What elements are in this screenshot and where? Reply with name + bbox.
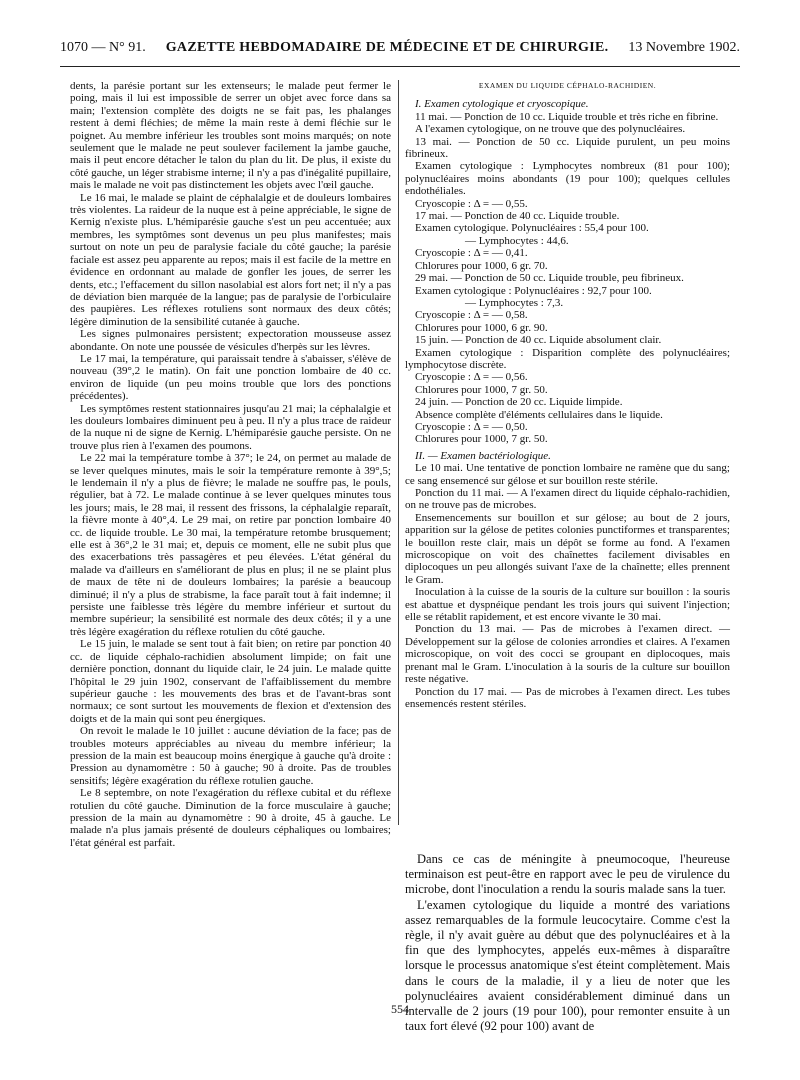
paragraph: Le 16 mai, le malade se plaint de céphalalgie et de douleurs lombaires très violentes. La raideur de la nuque est à peine appréciable, le signe de Kernig n'existe plus. L'hémiparésie gauche s'est un peu accentuée; aux membres, les symptômes sont devenus un peu plus manifestes; mais surtout on note un peu de paralysie faciale du côté gauche; la parésie faciale est assez peu apparente au repos; mais il est facile de la mettre en évidence en ordonnant au malade de gonfler les joues, de serrer les dents, etc.; l'effacement du sillon nasolabial est alors fort net; il n'y a pas de déviation bien marquée de la langue; pas de paralysie de l'orbiculaire des paupières. Les réflexes rotuliens sont normaux des deux côtés; légère diminution de la sensibilité cutanée à gauche.: [70, 191, 391, 328]
exam-line: A l'examen cytologique, on ne trouve que des polynucléaires.: [415, 123, 686, 136]
exam-line: Chlorures pour 1000, 6 gr. 90.: [415, 321, 548, 334]
exam-line: Ensemencements sur bouillon et sur gélose; au bout de 2 jours, apparition sur la gélose de petites colonies punctiformes et transparentes; le bouillon reste clair, mais un dépôt se forme au fond. A l'examen microscopique on voit des chaînettes facilement divisables en diplocoques un peu allongés suivant l'axe de la chaînette; elles prennent le Gram.: [405, 511, 730, 586]
paragraph: Le 8 septembre, on note l'exagération du réflexe cubital et du réflexe rotulien du côté gauche. Diminution de la force musculaire à gauche; pression de la main au dynamomètre : 90 à droite, 45 à gauche. Le malade n'a plus jamais présenté de douleurs céphaliques ou lombaires; l'état général est parfait.: [70, 787, 391, 849]
section-heading: EXAMEN DU LIQUIDE CÉPHALO-RACHIDIEN.: [478, 81, 657, 90]
paragraph: Les symptômes restent stationnaires jusqu'au 21 mai; la céphalalgie et les douleurs lombaires diminuent peu à peu. Il n'y a plus trace de raideur de la nuque ni de signe de Kernig. L'hémiparésie gauche persiste. On ne trouve plus rien à l'examen des poumons.: [70, 402, 391, 452]
paragraph: Les signes pulmonaires persistent; expectoration mousseuse assez abondante. On note une poussée de vésicules d'herpès sur les lèvres.: [70, 328, 391, 353]
exam-line: 13 mai. — Ponction de 50 cc. Liquide purulent, un peu moins fibrineux.: [405, 135, 730, 161]
issue-date: 13 Novembre 1902.: [628, 40, 740, 55]
subsection-title: II. — Examen bactériologique.: [415, 449, 551, 462]
exam-line: Examen cytologique : Disparition complète des polynucléaires; lymphocytose discrète.: [405, 346, 730, 371]
exam-line: Examen cytologique : Polynucléaires : 92,7 pour 100.: [415, 284, 652, 297]
exam-line: Ponction du 11 mai. — A l'examen direct du liquide céphalo-rachidien, on ne trouve pas de microbes.: [405, 487, 730, 512]
exam-line: — Lymphocytes : 44,6.: [465, 234, 569, 247]
exam-line: 17 mai. — Ponction de 40 cc. Liquide trouble.: [415, 210, 620, 223]
running-header: [60, 40, 740, 67]
exam-line: Cryoscopie : Δ = — 0,58.: [415, 309, 528, 322]
exam-line: Cryoscopie : Δ = — 0,55.: [415, 197, 528, 210]
paragraph: Le 22 mai la température tombe à 37°; le 24, on permet au malade de se lever quelques minutes, mais le soir la température remonte à 39°,5; le lendemain il n'y a plus de fièvre; le malade ne souffre pas, le pouls, régulier, bat à 72. Le malade continue à se lever quelques minutes tous les jours; mais, le 28 mai, il ressent des frissons, la céphalalgie reparaît, la fièvre monte à 40°,4. Le 29 mai, on retire par ponction lombaire 40 cc. de liquide trouble. Le 30 mai, la température retombe brusquement; elle est à 36°,2 le 31 mai; et, depuis ce moment, elle ne subit plus que des exacerbations très passagères et peu élevées. L'état général du malade va d'ailleurs en s'améliorant de plus en plus; il ne se plaint plus de maux de tête ni de douleurs lombaires; la parésie a beaucoup diminué; il n'y a plus de strabisme, la face paraît tout à fait indemne; il persiste une faiblesse très légère du membre inférieur et surtout du membre supérieur; la sensibilité est normale des deux côtés; il y a une très légère exagération du réflexe rotulien du côté gauche.: [70, 452, 391, 638]
paragraph: On revoit le malade le 10 juillet : aucune déviation de la face; pas de troubles moteurs appréciables au niveau du membre inférieur; la pression de la main est beaucoup moins énergique à gauche qu'à droite : Pression au dynamomètre : 50 à gauche; 90 à droite. Pas de troubles sensitifs; légère exagération du réflexe rotulien gauche.: [70, 725, 391, 787]
exam-line: Ponction du 13 mai. — Pas de microbes à l'examen direct. — Développement sur la gélose de colonies arrondies et claires. A l'examen microscopique, on voit des cocci se groupant en diplocoques, mais prenant mal le Gram. L'inoculation à la souris de la culture sur bouillon reste négative.: [405, 623, 730, 686]
paragraph: dents, la parésie portant sur les extenseurs; le malade peut fermer le poing, mais il lui est impossible de serrer un objet avec force dans sa main; l'extension complète des doigts ne se fait pas, les phalanges restent à demi fléchies; de même la main reste à demi fléchie sur le poignet. Au membre inférieur les troubles sont moins marqués; on note seulement que le malade ne peut soulever facilement la jambe gauche, mais il peut encore détacher le talon du plan du lit. De plus, il existe du côté gauche, un léger strabisme interne; il n'y a pas d'inégalité pupillaire, mais le malade ne voit pas distinctement les objets avec l'œil gauche.: [70, 80, 391, 192]
page-footer-number: 554: [391, 1002, 409, 1016]
exam-line: Absence complète d'éléments cellulaires dans le liquide.: [415, 408, 663, 421]
exam-line: 29 mai. — Ponction de 50 cc. Liquide trouble, peu fibrineux.: [415, 272, 684, 285]
paragraph: Le 15 juin, le malade se sent tout à fait bien; on retire par ponction 40 cc. de liquide céphalo-rachidien absolument limpide; on fait une dernière ponction, donnant du liquide clair, le 24 juin. Le malade quitte l'hôpital le 29 juin 1902, conservant de l'affaiblissement du membre supérieur gauche : les mouvements des bras et de l'avant-bras sont normaux; ce sont surtout les mouvements de flexion et d'extension des doigts et de la main qui sont peu énergiques.: [70, 638, 391, 725]
exam-line: Ponction du 17 mai. — Pas de microbes à l'examen direct. Les tubes ensemencés restent stériles.: [405, 685, 730, 710]
right-column: [405, 80, 730, 710]
exam-line: Chlorures pour 1000, 6 gr. 70.: [415, 259, 548, 272]
left-column: [70, 80, 391, 849]
exam-line: 24 juin. — Ponction de 20 cc. Liquide limpide.: [415, 396, 623, 409]
exam-line: Cryoscopie : Δ = — 0,50.: [415, 420, 528, 433]
exam-line: Chlorures pour 1000, 7 gr. 50.: [415, 433, 548, 446]
exam-line: 11 mai. — Ponction de 10 cc. Liquide trouble et très riche en fibrine.: [415, 110, 719, 123]
page-number-issue: 1070 — N° 91.: [60, 40, 146, 55]
exam-line: 15 juin. — Ponction de 40 cc. Liquide absolument clair.: [415, 334, 662, 347]
exam-line: Le 10 mai. Une tentative de ponction lombaire ne ramène que du sang; ce sang ensemencé sur gélose et sur bouillon reste stérile.: [405, 462, 730, 487]
paragraph: L'examen cytologique du liquide a montré des variations assez remarquables de la formule leucocytaire. Comme c'est la règle, il n'y avait guère au début que des polynucléaires et à la fin que des lymphocytes, appelés eux-mêmes à disparaître lorsque le processus anatomique s'est éteint complètement. Mais dans le cours de la maladie, il y a lieu de noter que les polynucléaires avaient considérablement diminué dans un intervalle de 2 jours (19 pour 100), pour remonter ensuite à un taux fort élevé (92 pour 100) avant de: [405, 897, 730, 1034]
subsection-title: I. Examen cytologique et cryoscopique.: [415, 98, 589, 111]
paragraph: Dans ce cas de méningite à pneumocoque, l'heureuse terminaison est peut-être en rapport avec le peu de virulence du microbe, dont l'inoculation a rendu la souris malade sans la tuer.: [405, 852, 730, 897]
exam-line: Examen cytologique : Lymphocytes nombreux (81 pour 100); polynucléaires moins abondants (19 pour 100); quelques cellules endothéliales.: [405, 160, 730, 198]
exam-line: Inoculation à la cuisse de la souris de la culture sur bouillon : la souris est abattue et dyspnéique pendant les trois jours qui suivent l'injection; elle se rétablit rapidement, et est encore vivante le 30 mai.: [405, 586, 730, 624]
journal-title: GAZETTE HEBDOMADAIRE DE MÉDECINE ET DE CHIRURGIE.: [165, 40, 609, 55]
column-rule: [398, 80, 399, 825]
exam-line: Cryoscopie : Δ = — 0,56.: [415, 371, 528, 384]
exam-line: Cryoscopie : Δ = — 0,41.: [415, 247, 528, 260]
exam-line: — Lymphocytes : 7,3.: [465, 296, 564, 309]
exam-line: Examen cytologique. Polynucléaires : 55,4 pour 100.: [415, 222, 649, 235]
paragraph: Le 17 mai, la température, qui paraissait tendre à s'abaisser, s'élève de nouveau (39°,2 le matin). On fait une ponction lombaire de 40 cc. environ de liquide (un peu moins trouble que lors des ponctions précédentes).: [70, 352, 391, 403]
exam-line: Chlorures pour 1000, 7 gr. 50.: [415, 383, 548, 396]
